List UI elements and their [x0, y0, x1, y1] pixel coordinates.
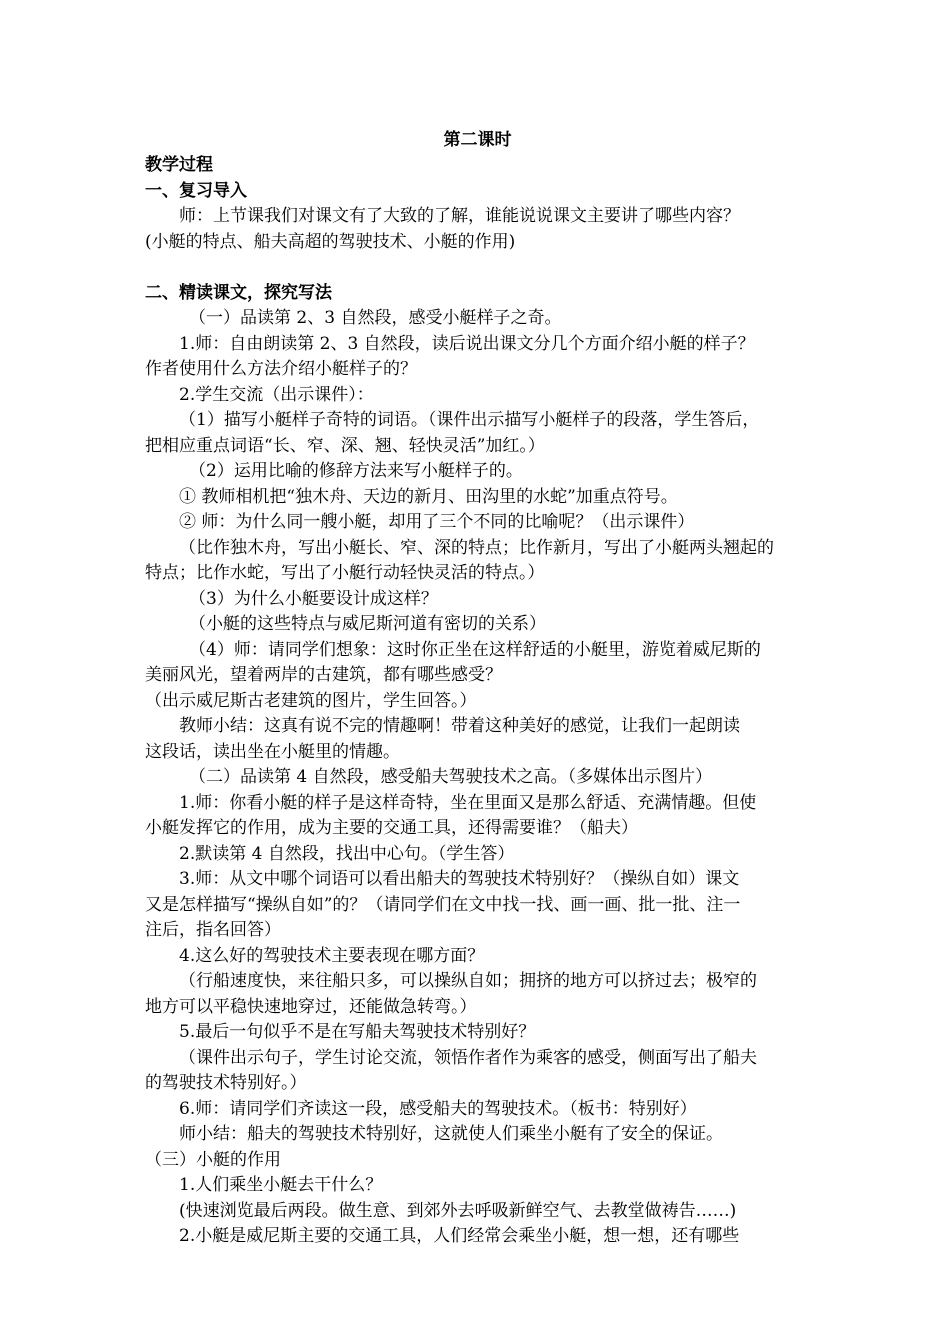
text-line: 教师小结：这真有说不完的情趣啊！带着这种美好的感觉，让我们一起朗读 — [179, 716, 740, 736]
text-line: （一）品读第 2、3 自然段，感受小艇样子之奇。 — [189, 308, 562, 328]
page-title: 第二课时 — [443, 130, 512, 150]
document-body — [145, 153, 810, 1250]
text-line: （3）为什么小艇要设计成这样？ — [189, 588, 438, 609]
text-line: （1）描写小艇样子奇特的词语。（课件出示描写小艇样子的段落，学生答后， — [179, 410, 760, 430]
text-line: ② 师：为什么同一艘小艇，却用了三个不同的比喻呢？（出示课件） — [179, 512, 695, 532]
text-line: 师小结：船夫的驾驶技术特别好，这就使人们乘坐小艇有了安全的保证。 — [179, 1124, 723, 1144]
section-heading: 教学过程 — [145, 155, 213, 175]
text-line: 作者使用什么方法介绍小艇样子的？ — [145, 359, 417, 379]
text-line: 美丽风光，望着两岸的古建筑，都有哪些感受？ — [145, 665, 502, 685]
text-line: ① 教师相机把“独木舟、天边的新月、田沟里的水蛇”加重点符号。 — [179, 486, 678, 507]
text-line: 地方可以平稳快速地穿过，还能做急转弯。） — [145, 996, 477, 1017]
text-line: 3.师：从文中哪个词语可以看出船夫的驾驶技术特别好？（操纵自如）课文 — [179, 869, 740, 889]
text-line: 5.最后一句似乎不是在写船夫驾驶技术特别好？ — [179, 1022, 536, 1042]
text-line: （二）品读第 4 自然段，感受船夫驾驶技术之高。（多媒体出示图片） — [189, 767, 713, 787]
text-line: （课件出示句子，学生讨论交流，领悟作者作为乘客的感受，侧面写出了船夫 — [179, 1047, 757, 1068]
text-line: 这段话，读出坐在小艇里的情趣。 — [145, 741, 400, 762]
text-line: (小艇的特点、船夫高超的驾驶技术、小艇的作用) — [145, 231, 516, 252]
text-line: 的驾驶技术特别好。） — [145, 1073, 307, 1093]
text-line: （2）运用比喻的修辞方法来写小艇样子的。 — [189, 461, 523, 481]
text-line: (快速浏览最后两段。做生意、到郊外去呼吸新鲜空气、去教堂做祷告……) — [179, 1200, 737, 1221]
text-line: （行船速度快，来往船只多，可以操纵自如；拥挤的地方可以挤过去；极窄的 — [179, 971, 757, 991]
text-line: 师：上节课我们对课文有了大致的了解，谁能说说课文主要讲了哪些内容？ — [179, 206, 740, 226]
text-line: 1.师：你看小艇的样子是这样奇特，坐在里面又是那么舒适、充满情趣。但使 — [179, 792, 757, 813]
text-line: 6.师：请同学们齐读这一段，感受船夫的驾驶技术。（板书：特别好） — [179, 1098, 697, 1119]
text-line: （三）小艇的作用 — [145, 1149, 281, 1170]
text-line: 2.默读第 4 自然段，找出中心句。（学生答） — [179, 843, 515, 864]
text-line: （小艇的这些特点与威尼斯河道有密切的关系） — [189, 614, 546, 634]
text-line: 把相应重点词语“长、窄、深、翘、轻快灵活”加红。） — [145, 435, 545, 456]
blank-line — [145, 255, 810, 281]
section-heading: 一、复习导入 — [145, 180, 247, 201]
section-heading: 二、精读课文，探究写法 — [145, 282, 332, 303]
document-page — [145, 127, 810, 1250]
text-line: 小艇发挥它的作用，成为主要的交通工具，还得需要谁？（船夫） — [145, 818, 638, 838]
text-line: （出示威尼斯古老建筑的图片，学生回答。） — [145, 690, 477, 711]
text-line: 1.人们乘坐小艇去干什么？ — [179, 1175, 383, 1195]
text-line: （4）师：请同学们想象：这时你正坐在这样舒适的小艇里，游览着威尼斯的 — [189, 639, 761, 660]
text-line: 4.这么好的驾驶技术主要表现在哪方面？ — [179, 945, 485, 966]
text-line: 特点；比作水蛇，写出了小艇行动轻快灵活的特点。） — [145, 563, 545, 583]
text-line: 1.师：自由朗读第 2、3 自然段，读后说出课文分几个方面介绍小艇的样子？ — [179, 333, 755, 354]
text-line: 2.学生交流（出示课件）： — [179, 384, 374, 405]
text-line: 2.小艇是威尼斯主要的交通工具，人们经常会乘坐小艇，想一想，还有哪些 — [179, 1226, 740, 1246]
text-line: （比作独木舟，写出小艇长、窄、深的特点；比作新月，写出了小艇两头翘起的 — [179, 537, 774, 558]
text-line: 注后，指名回答） — [145, 920, 281, 940]
text-line: 又是怎样描写“操纵自如”的？（请同学们在文中找一找、画一画、批一批、注一 — [145, 894, 741, 915]
